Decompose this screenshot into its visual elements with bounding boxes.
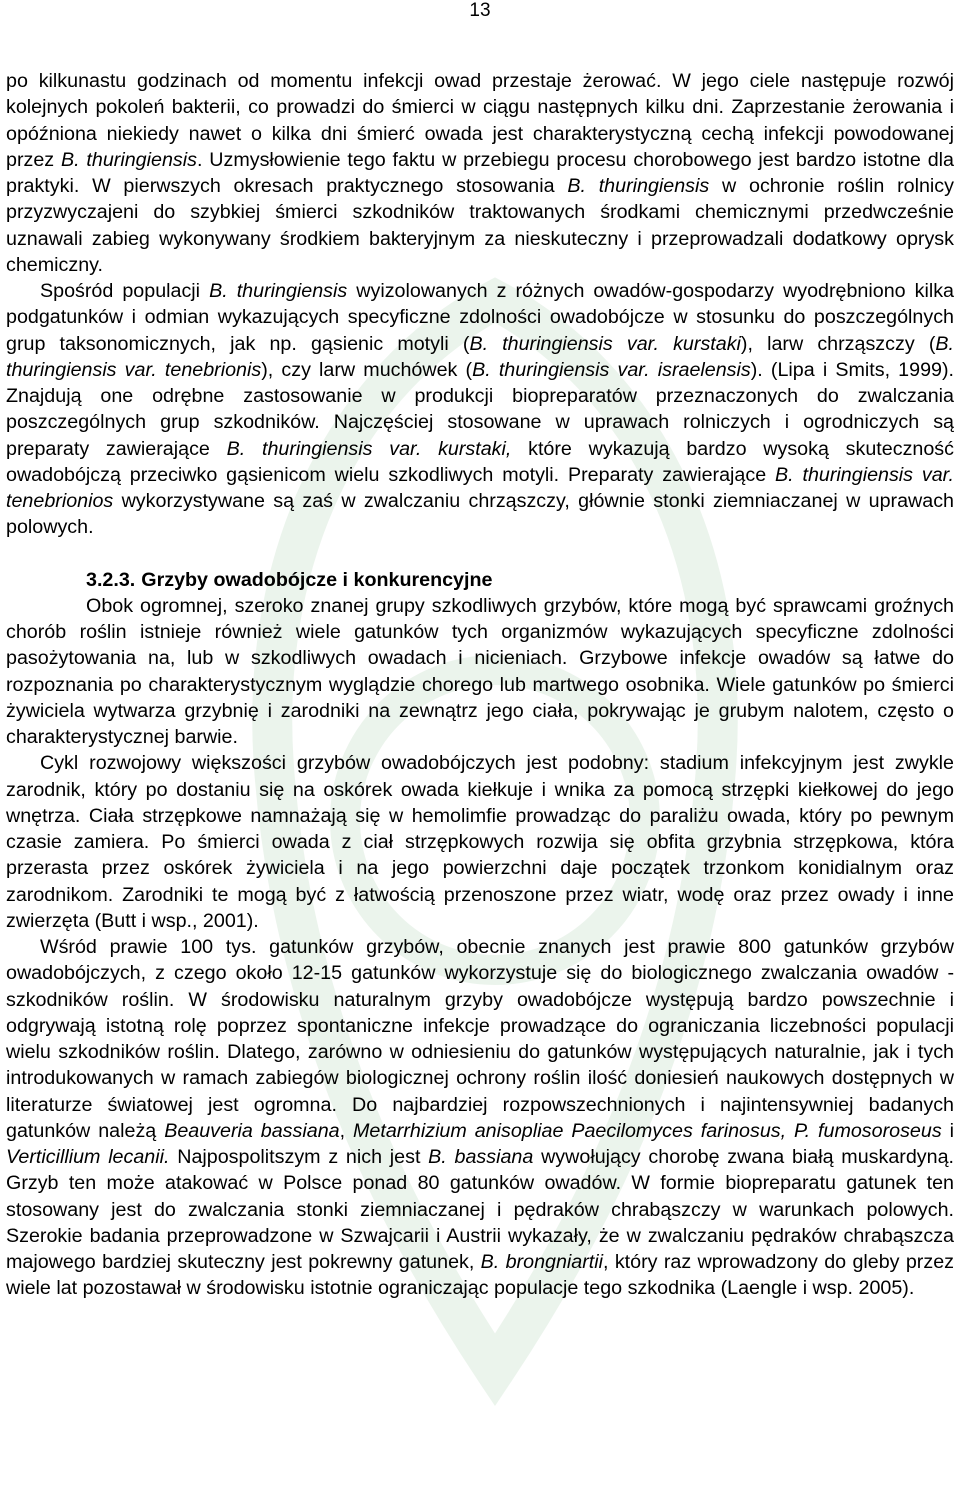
text-run: wywołujący chorobę zwana białą muskardyną. Grzyb ten może atakować w Polsce ponad 80 gatunków owadów. W formie biopreparatu gatunek ten stosowany jest do zwalczania stonki ziemniaczanej i pędraków chrabąszczy w warunkach polowych. Szerokie badania przeprowadzone w Szwajcarii i Austrii wykazały, że w zwalczaniu pędraków chrabąszcza majowego bardziej skuteczny jest pokrewny gatunek,: [6, 1146, 955, 1273]
text-run: Najpospolitszym z nich jest: [169, 1146, 429, 1168]
italic-text: B. thuringiensis var. kurstaki,: [226, 437, 512, 460]
italic-text: B. brongniartii: [480, 1251, 604, 1273]
text-run: ,: [339, 1119, 354, 1142]
text-run: Spośród populacji: [40, 280, 210, 302]
text-run: ), czy larw muchówek (: [261, 358, 473, 381]
section-heading: [6, 567, 954, 593]
text-run: wykorzystywane są zaś w zwalczaniu chrząszczy, głównie stonki ziemniaczanej w uprawach polowych.: [6, 490, 954, 539]
paragraph: [6, 68, 954, 278]
italic-text: B. thuringiensis: [567, 175, 710, 197]
italic-text: B. thuringiensis var. tenebrionis: [6, 332, 954, 381]
text-run: wyizolowanych z różnych owadów-gospodarzy wyodrębniono kilka podgatunków i odmian wykazujących specyficzne zdolności owadobójcze w stosunku do poszczególnych grup taksonomicznych, jak np. gąsienic motyli (: [6, 280, 954, 355]
text-run: w ochronie roślin rolnicy przyzwyczajeni do szybkiej śmierci szkodników traktowanych środkami chemicznymi przedwcześnie uznawali zabieg wykonywany środkiem bakteryjnym za nieskuteczny i przeprowadzali dodatkowy oprysk chemiczny.: [6, 175, 954, 276]
text-run: po kilkunastu godzinach od momentu infekcji owad przestaje żerować. W jego ciele następuje rozwój kolejnych pokoleń bakterii, co prowadzi do śmierci w ciągu następnych kilku dni. Zaprzestanie żerowania i opóźniona niekiedy nawet o kilka dni śmierć owada jest charakterystyczną cechą infekcji powodowanej przez: [6, 70, 954, 171]
paragraph: [6, 934, 954, 1302]
document-body: [6, 68, 954, 1302]
section-title: Grzyby owadobójcze i konkurencyjne: [141, 568, 493, 591]
text-run: . Uzmysłowienie tego faktu w przebiegu procesu chorobowego jest bardzo istotne dla praktyki. W pierwszych okresach praktycznego stosowania: [6, 148, 954, 197]
text-run: Obok ogromnej, szeroko znanej grupy szkodliwych grzybów, które mogą być sprawcami groźnych chorób roślin istnieje również wiele gatunków tych organizmów wykazujących specyficzne zdolności pasożytowania na, lub w szkodliwych owadach i nicieniach. Grzybowe infekcje owadów są łatwe do rozpoznania po charakterystycznym wyglądzie chorego lub martwego osobnika. Wiele gatunków po śmierci żywiciela wytwarza grzybnię i zarodniki na zewnątrz jego ciała, pokrywając je grubym nalotem, często o charakterystycznej barwie.: [6, 594, 954, 748]
paragraph: [6, 593, 954, 751]
text-run: ), larw chrząszczy (: [740, 332, 936, 355]
page-number: 13: [469, 0, 491, 21]
text-run: ). (Lipa i Smits, 1999). Znajdują one odrębne zastosowanie w produkcji biopreparatów przeznaczonych do zwalczania poszczególnych grup szkodników. Najczęściej stosowane w uprawach rolniczych i ogrodniczych są preparaty zawierające: [6, 358, 954, 460]
italic-text: Beauveria bassiana: [164, 1119, 340, 1142]
text-run: Cykl rozwojowy większości grzybów owadobójczych jest podobny: stadium infekcyjnym jest zwykle zarodnik, który po dostaniu się na oskórek owada kiełkuje i wnika za pomocą strzępki kiełkowej do jego wnętrza. Ciała strzępkowe namnażają się w hemolimfie prowadząc do paraliżu owada, który po pewnym czasie zamiera. Po śmierci owada z ciał strzępkowych rozwija się obfita grzybnia strzępkowa, która przerasta przez oskórek żywiciela i na jego powierzchni daje początek trzonkom konidialnym oraz zarodnikom. Zarodniki te mogą być z łatwością przenoszone przez wiatr, wodę oraz przez owady i inne zwierzęta (Butt i wsp., 2001).: [6, 752, 954, 932]
italic-text: B. thuringiensis var. kurstaki: [469, 332, 741, 355]
section-number: 3.2.3.: [86, 568, 136, 591]
italic-text: B. thuringiensis: [60, 148, 197, 171]
italic-text: B. thuringiensis var. israelensis: [472, 358, 751, 381]
text-run: i: [941, 1119, 955, 1142]
italic-text: B. bassiana: [428, 1146, 534, 1168]
paragraph: [6, 278, 954, 541]
italic-text: B. thuringiensis: [209, 280, 348, 302]
text-run: Wśród prawie 100 tys. gatunków grzybów, obecnie znanych jest prawie 800 gatunków grzybów owadobójczych, z czego około 12-15 gatunków wykorzystuje się do biologicznego zwalczania owadów - szkodników roślin. W środowisku naturalnym grzyby owadobójcze występują bardzo powszechnie i odgrywają istotną rolę poprzez spontaniczne infekcje prowadzące do ograniczania liczebności populacji wielu szkodników roślin. Dlatego, zarówno w odniesieniu do gatunków występujących naturalnie, jak i tych introdukowanych w ramach zabiegów biologicznej ochrony roślin ilość doniesień naukowych dostępnych w literaturze światowej jest ogromna. Do najbardziej rozpowszechnionych i najintensywniej badanych gatunków należą: [6, 936, 954, 1142]
italic-text: B. thuringiensis var. tenebrionios: [6, 463, 954, 512]
text-run: , który raz wprowadzony do gleby przez wiele lat pozostawał w środowisku istotnie ograniczając populacje tego szkodnika (Laengle i wsp. 2005).: [6, 1251, 954, 1300]
italic-text: Verticillium lecanii.: [6, 1146, 170, 1168]
italic-text: Metarrhizium anisopliae Paecilomyces farinosus, P. fumosoroseus: [353, 1119, 942, 1142]
text-run: które wykazują bardzo wysoką skuteczność owadobójczą przeciwko gąsienicom wielu szkodliwych motyli. Preparaty zawierające: [6, 437, 954, 486]
paragraph: [6, 750, 954, 934]
